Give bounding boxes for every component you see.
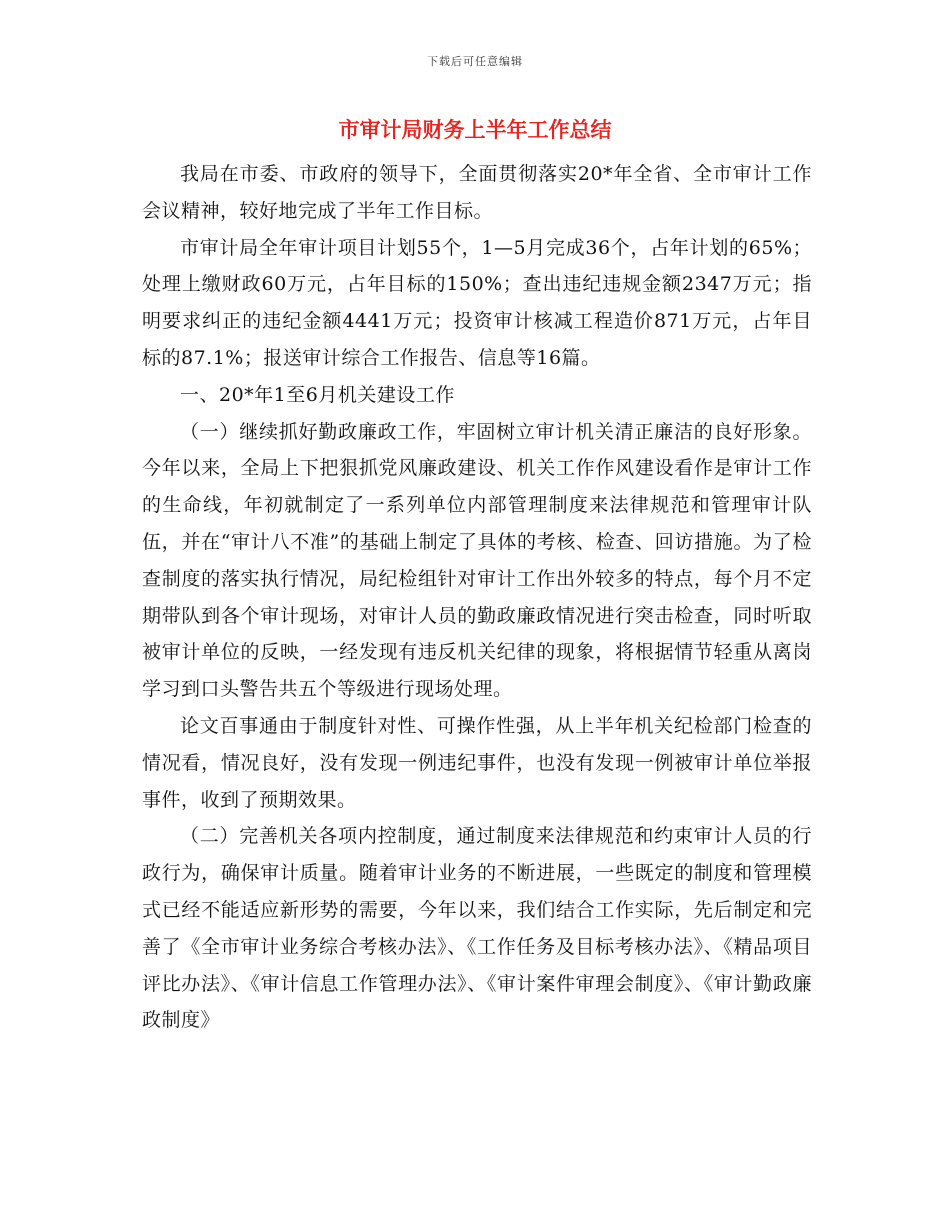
section-heading: 一、20*年1至6月机关建设工作 xyxy=(180,383,455,406)
paragraph-integrity-work: （一）继续抓好勤政廉政工作，牢固树立审计机关清正廉洁的良好形象。今年以来，全局上下把狠抓党风廉政建设、机关工作作风建设看作是审计工作的生命线，年初就制定了一系列单位内部管理制度来法律规范和管理审计队伍，并在“审计八不准”的基础上制定了具体的考核、检查、回访措施。为了检查制度的落实执行情况，局纪检组针对审计工作出外较多的特点，每个月不定期带队到各个审计现场，对审计人员的勤政廉政情况进行突击检查，同时听取被审计单位的反映，一经发现有违反机关纪律的现象，将根据情节轻重从离岗学习到口头警告共五个等级进行现场处理。 xyxy=(142,420,812,701)
header-note: 下载后可任意编辑 xyxy=(427,55,523,68)
document-body xyxy=(142,156,812,1039)
paragraph-statistics: 市审计局全年审计项目计划55个，1—5月完成36个，占年计划的65%；处理上缴财政60万元，占年目标的150%；查出违纪违规金额2347万元；指明要求纠正的违纪金额4441万元；投资审计核减工程造价871万元，占年目标的87.1%；报送审计综合工作报告、信息等16篇。 xyxy=(142,236,812,369)
paragraph-internal-controls: （二）完善机关各项内控制度，通过制度来法律规范和约束审计人员的行政行为，确保审计质量。随着审计业务的不断进展，一些既定的制度和管理模式已经不能适应新形势的需要，今年以来，我们结合工作实际，先后制定和完善了《全市审计业务综合考核办法》、《工作任务及目标考核办法》、《精品项目评比办法》、《审计信息工作管理办法》、《审计案件审理会制度》、《审计勤政廉政制度》 xyxy=(142,825,812,1032)
paragraph-intro: 我局在市委、市政府的领导下，全面贯彻落实20*年全省、全市审计工作会议精神，较好地完成了半年工作目标。 xyxy=(142,163,812,222)
document-title: 市审计局财务上半年工作总结 xyxy=(338,118,612,142)
paragraph-results: 论文百事通由于制度针对性、可操作性强，从上半年机关纪检部门检查的情况看，情况良好，没有发现一例违纪事件，也没有发现一例被审计单位举报事件，收到了预期效果。 xyxy=(142,714,812,811)
